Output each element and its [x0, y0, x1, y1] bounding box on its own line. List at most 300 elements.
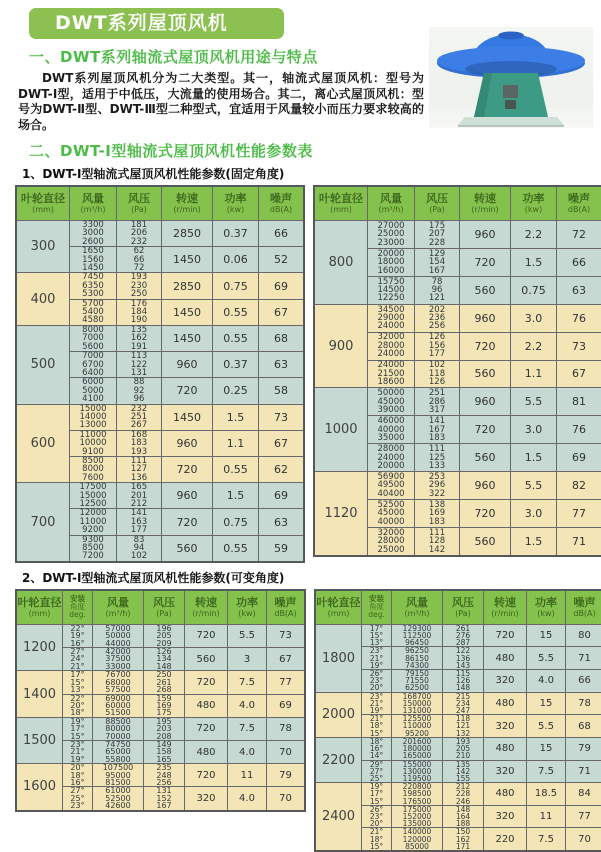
speed-value: 720 — [162, 456, 213, 482]
speed-value: 480 — [185, 740, 228, 763]
power-value: 0.37 — [213, 352, 259, 378]
noise-value: 71 — [566, 647, 601, 670]
power-value: 1.5 — [511, 527, 557, 556]
flow-values: 61000 52500 42600 — [93, 787, 144, 811]
flow-values: 168700 150000 131000 — [392, 692, 443, 715]
impeller-diameter-cell: 1000 — [314, 388, 368, 472]
variable-table-left — [15, 589, 306, 812]
impeller-diameter-cell: 400 — [16, 273, 70, 325]
pressure-values: 131 152 167 — [144, 787, 185, 811]
impeller-diameter-cell: 1600 — [16, 764, 63, 811]
table-row — [315, 737, 601, 760]
speed-value: 960 — [460, 472, 511, 500]
flow-values: 74750 65000 55800 — [93, 740, 144, 763]
noise-value: 66 — [566, 670, 601, 693]
noise-value: 67 — [259, 299, 305, 325]
angle-values: 20° 18° 16° — [63, 764, 93, 787]
speed-value: 1450 — [162, 404, 213, 430]
impeller-diameter-cell: 1800 — [315, 624, 362, 692]
power-value: 3.0 — [511, 416, 557, 444]
impeller-diameter-cell: 1200 — [16, 624, 63, 670]
speed-value: 720 — [185, 671, 228, 694]
flow-values: 107500 95000 81500 — [93, 764, 144, 787]
noise-value: 76 — [557, 304, 601, 332]
speed-value: 720 — [460, 500, 511, 528]
pressure-values: 135 162 191 — [117, 325, 162, 351]
noise-value: 70 — [566, 828, 601, 851]
power-value: 18.5 — [527, 783, 566, 806]
fixed-table-left — [15, 185, 305, 563]
flow-values: 24000 21500 18600 — [368, 360, 415, 388]
speed-value: 960 — [460, 388, 511, 416]
angle-values: 18° 16° 14° — [362, 737, 392, 760]
pressure-values: 235 248 256 — [144, 764, 185, 787]
angle-values: 23° 21° 19° — [362, 692, 392, 715]
speed-value: 320 — [185, 787, 228, 811]
flow-values: 9300 8500 7200 — [70, 535, 117, 562]
column-header: 风量 (m³/h) — [368, 186, 415, 221]
pressure-values: 122 136 143 — [443, 647, 484, 670]
noise-value: 78 — [267, 717, 306, 740]
impeller-diameter-cell: 2400 — [315, 783, 362, 851]
power-value: 3.0 — [511, 500, 557, 528]
power-value: 1.5 — [511, 248, 557, 276]
column-header: 功率 (kw) — [527, 590, 566, 625]
flow-values: 34500 29000 24000 — [368, 304, 415, 332]
angle-values: 27° 24° 21° — [63, 648, 93, 671]
column-header: 转速 (r/min) — [484, 590, 527, 625]
pressure-values: 129 154 167 — [415, 248, 460, 276]
column-header: 风压 (Pa) — [117, 186, 162, 221]
noise-value: 77 — [267, 671, 306, 694]
noise-value: 67 — [267, 648, 306, 671]
noise-value: 71 — [566, 760, 601, 783]
pressure-values: 150 162 171 — [443, 828, 484, 851]
noise-value: 76 — [557, 416, 601, 444]
flow-values: 201600 180000 165000 — [392, 737, 443, 760]
speed-value: 560 — [162, 535, 213, 562]
flow-values: 56900 49500 40400 — [368, 472, 415, 500]
performance-table — [314, 589, 601, 852]
pressure-values: 251 286 317 — [415, 388, 460, 416]
column-header: 转速 (r/min) — [162, 186, 213, 221]
pressure-values: 148 164 188 — [443, 805, 484, 828]
column-header: 风压 (Pa) — [415, 186, 460, 221]
table-row — [16, 273, 304, 299]
flow-values: 42000 37500 33000 — [93, 648, 144, 671]
flow-values: 32000 28000 25000 — [368, 527, 415, 556]
fixed-table-caption: 1、DWT-Ⅰ型轴流式屋顶风机性能参数(固定角度) — [22, 165, 586, 182]
speed-value: 1450 — [162, 299, 213, 325]
power-value: 5.5 — [527, 647, 566, 670]
speed-value: 1450 — [162, 247, 213, 273]
column-header: 功率 (kw) — [511, 186, 557, 221]
column-header: 转速 (r/min) — [185, 590, 228, 625]
power-value: 0.55 — [213, 299, 259, 325]
power-value: 15 — [527, 737, 566, 760]
noise-value: 66 — [557, 248, 601, 276]
power-value: 4.0 — [228, 740, 267, 763]
noise-value: 72 — [557, 221, 601, 249]
header-row — [16, 186, 304, 221]
power-value: 3.0 — [511, 304, 557, 332]
pressure-values: 175 207 228 — [415, 221, 460, 249]
power-value: 5.5 — [511, 388, 557, 416]
pressure-values: 176 184 190 — [117, 299, 162, 325]
flow-values: 17500 15000 12500 — [70, 483, 117, 509]
flow-values: 125500 110000 95200 — [392, 715, 443, 738]
speed-value: 2850 — [162, 273, 213, 299]
flow-values: 69000 60000 51500 — [93, 694, 144, 717]
pressure-values: 102 118 126 — [415, 360, 460, 388]
column-header: 功率 (kw) — [213, 186, 259, 221]
angle-values: 26° 23° 20° — [362, 805, 392, 828]
pressure-values: 250 261 268 — [144, 671, 185, 694]
angle-values: 17° 15° 13° — [362, 624, 392, 647]
table-row — [16, 325, 304, 351]
power-value: 4.0 — [228, 694, 267, 717]
power-value: 2.2 — [511, 221, 557, 249]
flow-values: 7000 6700 6400 — [70, 352, 117, 378]
column-header: 风压 (Pa) — [144, 590, 185, 625]
power-value: 0.37 — [213, 221, 259, 247]
power-value: 1.5 — [511, 444, 557, 472]
pressure-values: 111 125 133 — [415, 444, 460, 472]
column-header: 风量 (m³/h) — [93, 590, 144, 625]
speed-value: 960 — [460, 304, 511, 332]
power-value: 11 — [527, 805, 566, 828]
variable-table-right — [314, 589, 601, 852]
speed-value: 480 — [484, 692, 527, 715]
power-value: 3 — [228, 648, 267, 671]
impeller-diameter-cell: 600 — [16, 404, 70, 483]
angle-values: 19° 17° 15° — [362, 783, 392, 806]
flow-values: 8000 7000 5600 — [70, 325, 117, 351]
angle-values: 22° 19° 16° — [63, 624, 93, 647]
flow-values: 15750 14500 12250 — [368, 276, 415, 304]
power-value: 0.75 — [213, 509, 259, 535]
speed-value: 720 — [185, 764, 228, 787]
table-row — [16, 764, 305, 787]
flow-values: 7450 6350 5300 — [70, 273, 117, 299]
speed-value: 560 — [460, 360, 511, 388]
impeller-diameter-cell: 1400 — [16, 671, 63, 717]
speed-value: 480 — [484, 647, 527, 670]
noise-value: 70 — [267, 740, 306, 763]
power-value: 11 — [228, 764, 267, 787]
noise-value: 84 — [566, 783, 601, 806]
noise-value: 82 — [557, 472, 601, 500]
power-value: 0.55 — [213, 535, 259, 562]
impeller-diameter-cell: 500 — [16, 325, 70, 404]
power-value: 0.75 — [213, 273, 259, 299]
fixed-table-right — [313, 185, 601, 557]
column-header: 风量 (m³/h) — [392, 590, 443, 625]
power-value: 4.0 — [228, 787, 267, 811]
speed-value: 2850 — [162, 221, 213, 247]
impeller-diameter-cell: 1500 — [16, 717, 63, 763]
noise-value: 69 — [267, 694, 306, 717]
speed-value: 720 — [460, 416, 511, 444]
flow-values: 220800 198500 176500 — [392, 783, 443, 806]
angle-values: 23° 21° 19° — [362, 647, 392, 670]
power-value: 1.5 — [213, 483, 259, 509]
pressure-values: 168 183 193 — [117, 430, 162, 456]
pressure-values: 202 236 256 — [415, 304, 460, 332]
noise-value: 63 — [259, 509, 305, 535]
noise-value: 68 — [566, 715, 601, 738]
speed-value: 720 — [460, 248, 511, 276]
angle-values: 19° 17° 15° — [63, 717, 93, 740]
power-value: 1.5 — [213, 404, 259, 430]
pressure-values: 138 169 183 — [415, 500, 460, 528]
power-value: 5.5 — [511, 472, 557, 500]
pressure-values: 232 251 267 — [117, 404, 162, 430]
power-value: 7.5 — [527, 828, 566, 851]
flow-values: 50000 45000 39000 — [368, 388, 415, 416]
angle-values: 27° 25° 23° — [63, 787, 93, 811]
flow-values: 140000 120000 85000 — [392, 828, 443, 851]
performance-table — [15, 589, 306, 812]
pressure-values: 111 128 142 — [415, 527, 460, 556]
pressure-values: 111 127 136 — [117, 456, 162, 482]
speed-value: 960 — [162, 483, 213, 509]
pressure-values: 196 205 209 — [144, 624, 185, 647]
speed-value: 960 — [460, 221, 511, 249]
speed-value: 220 — [484, 828, 527, 851]
pressure-values: 88 92 96 — [117, 378, 162, 404]
column-header: 风压 (Pa) — [443, 590, 484, 625]
power-value: 15 — [527, 624, 566, 647]
speed-value: 480 — [484, 783, 527, 806]
impeller-diameter-cell: 700 — [16, 483, 70, 562]
noise-value: 81 — [557, 388, 601, 416]
power-value: 0.55 — [213, 325, 259, 351]
performance-table — [313, 185, 601, 557]
flow-values: 12000 11000 9200 — [70, 509, 117, 535]
flow-values: 20000 18000 16000 — [368, 248, 415, 276]
noise-value: 79 — [566, 737, 601, 760]
noise-value: 59 — [259, 535, 305, 562]
flow-values: 6000 5000 4100 — [70, 378, 117, 404]
column-header: 功率 (kw) — [228, 590, 267, 625]
pressure-values: 215 234 247 — [443, 692, 484, 715]
flow-values: 3300 3000 2600 — [70, 221, 117, 247]
angle-values: 21° 18° 15° — [362, 828, 392, 851]
pressure-values: 78 96 121 — [415, 276, 460, 304]
flow-values: 88500 80000 70000 — [93, 717, 144, 740]
power-value: 0.75 — [511, 276, 557, 304]
section1-heading: 一、DWT系列轴流式屋顶风机用途与特点 — [29, 46, 586, 67]
section2-heading: 二、DWT-I型轴流式屋顶风机性能参数表 — [29, 140, 586, 161]
speed-value: 720 — [460, 332, 511, 360]
pressure-values: 193 230 250 — [117, 273, 162, 299]
noise-value: 77 — [557, 500, 601, 528]
impeller-diameter-cell: 2200 — [315, 737, 362, 782]
pressure-values: 115 126 148 — [443, 670, 484, 693]
table-row — [16, 221, 304, 247]
angle-values: 23° 21° 19° — [63, 740, 93, 763]
pressure-values: 126 156 177 — [415, 332, 460, 360]
noise-value: 66 — [259, 221, 305, 247]
column-header: 安装 角度 deg. — [63, 590, 93, 625]
fixed-angle-tables — [15, 185, 586, 563]
noise-value: 52 — [259, 247, 305, 273]
speed-value: 720 — [185, 717, 228, 740]
column-header: 风量 (m³/h) — [70, 186, 117, 221]
table-row — [314, 221, 601, 249]
page-title: DWT系列屋顶风机 — [29, 8, 284, 39]
power-value: 15 — [527, 692, 566, 715]
pressure-values: 181 206 232 — [117, 221, 162, 247]
column-header: 转速 (r/min) — [460, 186, 511, 221]
flow-values: 11000 10000 9100 — [70, 430, 117, 456]
table-row — [16, 717, 305, 740]
speed-value: 480 — [185, 694, 228, 717]
noise-value: 69 — [557, 444, 601, 472]
column-header: 叶轮直径 (mm) — [16, 186, 70, 221]
table-row — [315, 783, 601, 806]
power-value: 7.5 — [228, 671, 267, 694]
speed-value: 720 — [162, 509, 213, 535]
column-header: 叶轮直径 (mm) — [314, 186, 368, 221]
power-value: 0.25 — [213, 378, 259, 404]
noise-value: 73 — [557, 332, 601, 360]
power-value: 0.06 — [213, 247, 259, 273]
pressure-values: 165 201 212 — [117, 483, 162, 509]
flow-values: 28000 24000 20000 — [368, 444, 415, 472]
column-header: 叶轮直径 (mm) — [315, 590, 362, 625]
speed-value: 960 — [162, 430, 213, 456]
variable-table-caption: 2、DWT-Ⅰ型轴流式屋顶风机性能参数(可变角度) — [22, 569, 586, 586]
impeller-diameter-cell: 900 — [314, 304, 368, 388]
noise-value: 67 — [259, 430, 305, 456]
flow-values: 46000 40000 35000 — [368, 416, 415, 444]
power-value: 4.0 — [527, 670, 566, 693]
header-row — [314, 186, 601, 221]
pressure-values: 212 228 246 — [443, 783, 484, 806]
impeller-diameter-cell: 2000 — [315, 692, 362, 737]
noise-value: 80 — [566, 624, 601, 647]
flow-values: 96250 86150 74300 — [392, 647, 443, 670]
speed-value: 320 — [484, 715, 527, 738]
flow-values: 57000 50000 44000 — [93, 624, 144, 647]
noise-value: 73 — [259, 404, 305, 430]
speed-value: 560 — [185, 648, 228, 671]
impeller-diameter-cell: 300 — [16, 221, 70, 273]
pressure-values: 62 66 72 — [117, 247, 162, 273]
pressure-values: 159 169 175 — [144, 694, 185, 717]
speed-value: 320 — [484, 760, 527, 783]
table-row — [315, 624, 601, 647]
speed-value: 560 — [460, 276, 511, 304]
pressure-values: 118 121 132 — [443, 715, 484, 738]
speed-value: 480 — [484, 737, 527, 760]
column-header: 噪声 dB(A) — [259, 186, 305, 221]
impeller-diameter-cell: 800 — [314, 221, 368, 305]
column-header: 噪声 dB(A) — [267, 590, 306, 625]
speed-value: 720 — [484, 624, 527, 647]
column-header: 噪声 dB(A) — [566, 590, 601, 625]
flow-values: 27000 25000 23000 — [368, 221, 415, 249]
noise-value: 58 — [259, 378, 305, 404]
power-value: 1.1 — [213, 430, 259, 456]
angle-values: 26° 23° 20° — [362, 670, 392, 693]
flow-values: 76700 68000 57500 — [93, 671, 144, 694]
noise-value: 71 — [557, 527, 601, 556]
noise-value: 69 — [259, 273, 305, 299]
noise-value: 62 — [259, 456, 305, 482]
pressure-values: 149 158 165 — [144, 740, 185, 763]
speed-value: 720 — [162, 378, 213, 404]
angle-values: 29° 27° 25° — [362, 760, 392, 783]
flow-values: 5700 5400 4580 — [70, 299, 117, 325]
pressure-values: 113 122 131 — [117, 352, 162, 378]
angle-values: 17° 15° 13° — [63, 671, 93, 694]
noise-value: 63 — [557, 276, 601, 304]
noise-value: 70 — [267, 787, 306, 811]
flow-values: 8500 8000 7600 — [70, 456, 117, 482]
noise-value: 73 — [267, 624, 306, 647]
power-value: 7.5 — [228, 717, 267, 740]
power-value: 0.55 — [213, 456, 259, 482]
flow-values: 175000 152000 135000 — [392, 805, 443, 828]
pressure-values: 135 142 155 — [443, 760, 484, 783]
power-value: 2.2 — [511, 332, 557, 360]
table-row — [16, 671, 305, 694]
flow-values: 129300 112500 96450 — [392, 624, 443, 647]
roof-fan-illustration — [429, 27, 593, 128]
table-row — [314, 472, 601, 500]
table-row — [314, 304, 601, 332]
pressure-values: 195 203 208 — [144, 717, 185, 740]
header-row — [16, 590, 305, 625]
noise-value: 78 — [566, 692, 601, 715]
variable-angle-tables — [15, 589, 586, 852]
performance-table — [15, 185, 305, 563]
noise-value: 79 — [267, 764, 306, 787]
angle-values: 22° 20° 18° — [63, 694, 93, 717]
pressure-values: 261 276 287 — [443, 624, 484, 647]
column-header: 噪声 dB(A) — [557, 186, 601, 221]
noise-value: 69 — [259, 483, 305, 509]
power-value: 1.1 — [511, 360, 557, 388]
table-row — [16, 483, 304, 509]
impeller-diameter-cell: 1120 — [314, 472, 368, 556]
speed-value: 560 — [460, 527, 511, 556]
noise-value: 68 — [259, 325, 305, 351]
power-value: 5.5 — [228, 624, 267, 647]
table-row — [315, 692, 601, 715]
speed-value: 320 — [484, 670, 527, 693]
speed-value: 960 — [162, 352, 213, 378]
pressure-values: 141 167 183 — [415, 416, 460, 444]
noise-value: 67 — [557, 360, 601, 388]
flow-values: 1650 1560 1450 — [70, 247, 117, 273]
column-header: 叶轮直径 (mm) — [16, 590, 63, 625]
speed-value: 320 — [484, 805, 527, 828]
speed-value: 560 — [460, 444, 511, 472]
angle-values: 21° 18° 15° — [362, 715, 392, 738]
pressure-values: 126 134 148 — [144, 648, 185, 671]
table-row — [16, 404, 304, 430]
roof-fan-image — [429, 27, 593, 128]
column-header: 安装 角度 deg. — [362, 590, 392, 625]
flow-values: 79150 71550 62500 — [392, 670, 443, 693]
pressure-values: 141 163 177 — [117, 509, 162, 535]
pressure-values: 193 205 210 — [443, 737, 484, 760]
speed-value: 720 — [185, 624, 228, 647]
